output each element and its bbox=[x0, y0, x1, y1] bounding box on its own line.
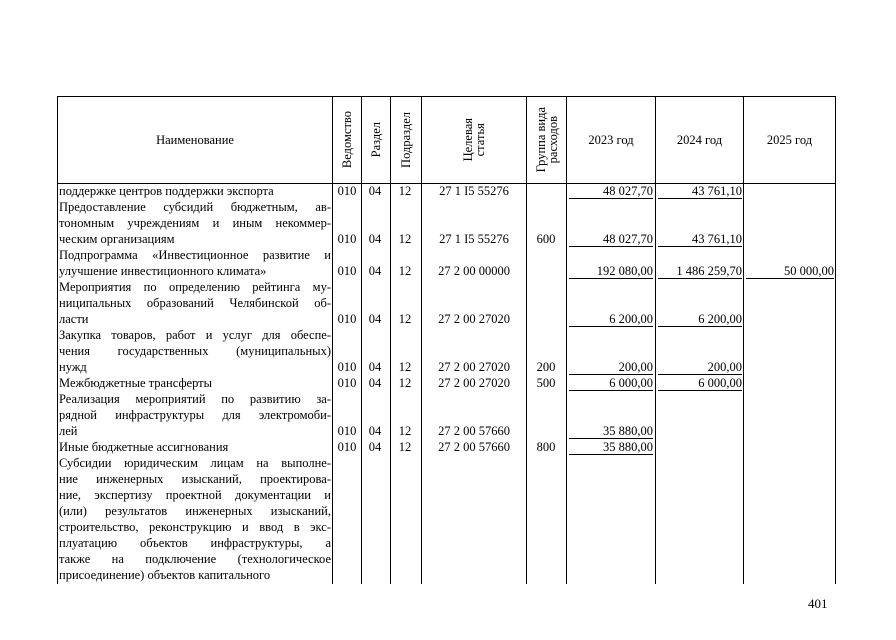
row-name-line: ческим организациям bbox=[59, 232, 175, 246]
cell-y2023: 192 080,00 bbox=[569, 265, 653, 279]
cell-razdel: 04 bbox=[368, 312, 382, 326]
row-name-line: Реализация мероприятий по развитию за- bbox=[59, 392, 331, 406]
cell-y2024: 200,00 bbox=[658, 361, 742, 375]
row-name-line: строительство, реконструкцию и ввод в экс- bbox=[59, 520, 331, 534]
row-name-line: лей bbox=[59, 424, 78, 438]
header-2023 bbox=[567, 97, 655, 183]
row-name-line: Подпрограмма «Инвестиционное развитие и bbox=[59, 248, 331, 262]
cell-y2023: 200,00 bbox=[569, 361, 653, 375]
row-name-line: чения государственных (муниципальных) bbox=[59, 344, 331, 358]
page-number: 401 bbox=[808, 596, 828, 611]
cell-target: 27 1 I5 55276 bbox=[439, 184, 509, 198]
header-vedomstvo-label: Ведомство bbox=[339, 111, 354, 169]
header-target-label bbox=[462, 118, 486, 161]
cell-group: 800 bbox=[536, 440, 556, 454]
header-group-line-1: Группа вида bbox=[533, 107, 548, 173]
cell-razdel: 04 bbox=[368, 232, 382, 246]
row-name-line: Закупка товаров, работ и услуг для обеспе- bbox=[59, 328, 331, 342]
row-name-line: Субсидии юридическим лицам на выполне- bbox=[59, 456, 331, 470]
cell-group: 600 bbox=[536, 232, 556, 246]
cell-y2023: 48 027,70 bbox=[569, 185, 653, 199]
cell-razdel: 04 bbox=[368, 424, 382, 438]
header-group bbox=[527, 97, 566, 183]
cell-y2025: 50 000,00 bbox=[746, 265, 834, 279]
cell-ved: 010 bbox=[337, 440, 357, 454]
cell-podrazdel: 12 bbox=[398, 264, 412, 278]
cell-podrazdel: 12 bbox=[398, 424, 412, 438]
header-razdel bbox=[362, 97, 390, 183]
header-razdel-label: Раздел bbox=[368, 122, 383, 158]
cell-y2023: 35 880,00 bbox=[569, 425, 653, 439]
cell-podrazdel: 12 bbox=[398, 360, 412, 374]
row-name-line: ласти bbox=[59, 312, 89, 326]
cell-podrazdel: 12 bbox=[398, 184, 412, 198]
cell-podrazdel: 12 bbox=[398, 232, 412, 246]
cell-razdel: 04 bbox=[368, 264, 382, 278]
cell-target: 27 2 00 57660 bbox=[438, 440, 510, 454]
header-podrazdel bbox=[391, 97, 421, 183]
header-group-line-2: расходов bbox=[545, 116, 560, 164]
header-name-label: Наименование bbox=[156, 132, 234, 147]
cell-target: 27 2 00 27020 bbox=[438, 360, 510, 374]
header-2025 bbox=[744, 97, 835, 183]
cell-target: 27 2 00 00000 bbox=[438, 264, 510, 278]
row-name-line: ние инженерных изысканий, проектирова- bbox=[59, 472, 331, 486]
row-name-line: присоединение) объектов капитального bbox=[59, 568, 271, 582]
cell-podrazdel: 12 bbox=[398, 440, 412, 454]
cell-razdel: 04 bbox=[368, 440, 382, 454]
row-name-line: ние, экспертизу проектной документации и bbox=[59, 488, 331, 502]
header-target-line-2: статья bbox=[473, 123, 487, 157]
row-name-line: поддержке центров поддержки экспорта bbox=[59, 184, 274, 198]
cell-y2024: 43 761,10 bbox=[658, 233, 742, 247]
row-name-line: также на подключение (технологическое bbox=[59, 552, 331, 566]
row-name-line: (или) результатов инженерных изысканий, bbox=[59, 504, 331, 518]
header-2025-label: 2025 год bbox=[766, 132, 813, 147]
header-target-line-1: Целевая bbox=[461, 118, 475, 162]
cell-podrazdel: 12 bbox=[398, 376, 412, 390]
cell-y2023: 48 027,70 bbox=[569, 233, 653, 247]
cell-razdel: 04 bbox=[368, 184, 382, 198]
row-name-line: рядной инфраструктуры для электромоби- bbox=[59, 408, 331, 422]
row-name-line: тономным учреждениям и иным некоммер- bbox=[59, 216, 331, 230]
row-name-line: Предоставление субсидий бюджетным, ав- bbox=[59, 200, 331, 214]
cell-group: 200 bbox=[536, 360, 556, 374]
cell-y2023: 6 000,00 bbox=[569, 377, 653, 391]
header-name bbox=[58, 97, 332, 183]
row-name-line: Иные бюджетные ассигнования bbox=[59, 440, 229, 454]
cell-y2024: 6 200,00 bbox=[658, 313, 742, 327]
cell-ved: 010 bbox=[337, 360, 357, 374]
header-2024 bbox=[656, 97, 743, 183]
header-podrazdel-label: Подраздел bbox=[398, 112, 413, 168]
row-name-line: Межбюджетные трансферты bbox=[59, 376, 213, 390]
cell-y2024: 1 486 259,70 bbox=[658, 265, 742, 279]
cell-podrazdel: 12 bbox=[398, 312, 412, 326]
cell-ved: 010 bbox=[337, 264, 357, 278]
cell-target: 27 2 00 27020 bbox=[438, 312, 510, 326]
header-vedomstvo bbox=[333, 97, 361, 183]
row-name-line: плуатацию объектов инфраструктуры, а bbox=[59, 536, 331, 550]
header-2024-label: 2024 год bbox=[676, 132, 723, 147]
header-2023-label: 2023 год bbox=[588, 132, 634, 147]
row-name-line: Мероприятия по определению рейтинга му- bbox=[59, 280, 331, 294]
row-name-line: ниципальных образований Челябинской об- bbox=[59, 296, 331, 310]
cell-ved: 010 bbox=[337, 376, 357, 390]
cell-group: 500 bbox=[536, 376, 556, 390]
cell-y2024: 6 000,00 bbox=[658, 377, 742, 391]
cell-y2023: 35 880,00 bbox=[569, 441, 653, 455]
cell-ved: 010 bbox=[337, 424, 357, 438]
cell-target: 27 1 I5 55276 bbox=[439, 232, 509, 246]
cell-target: 27 2 00 27020 bbox=[438, 376, 510, 390]
row-name-line: улучшение инвестиционного климата» bbox=[59, 264, 267, 278]
header-target bbox=[422, 97, 526, 183]
cell-y2024: 43 761,10 bbox=[658, 185, 742, 199]
cell-razdel: 04 bbox=[368, 376, 382, 390]
cell-ved: 010 bbox=[337, 184, 357, 198]
cell-ved: 010 bbox=[337, 232, 357, 246]
col-border bbox=[835, 96, 836, 584]
cell-target: 27 2 00 57660 bbox=[438, 424, 510, 438]
header-group-label bbox=[535, 107, 559, 172]
cell-y2023: 6 200,00 bbox=[569, 313, 653, 327]
cell-ved: 010 bbox=[337, 312, 357, 326]
cell-razdel: 04 bbox=[368, 360, 382, 374]
row-name-line: нужд bbox=[59, 360, 87, 374]
